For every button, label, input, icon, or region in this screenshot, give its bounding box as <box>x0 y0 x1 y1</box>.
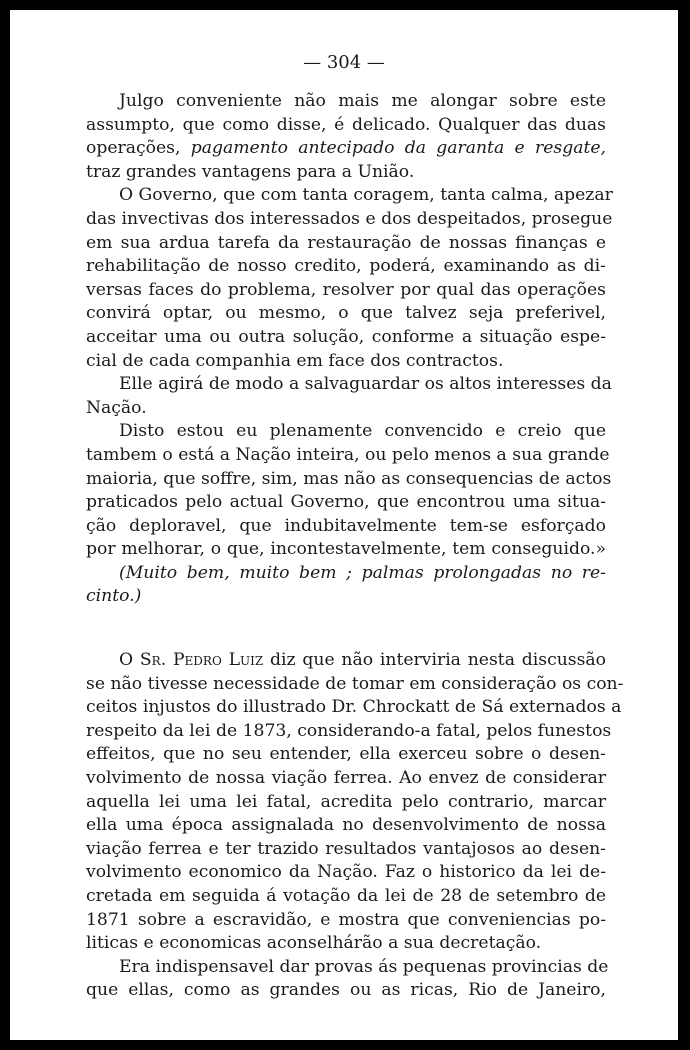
paragraph-7 <box>86 956 609 1003</box>
text-line: Nação. <box>86 397 147 418</box>
text-line: Era indispensavel dar provas ás pequenas provincias de <box>119 956 609 977</box>
text-line: ceitos injustos do illustrado Dr. Chrockatt de Sá externados a <box>86 697 622 718</box>
text-line: versas faces do problema, resolver por qual das operações <box>86 279 606 300</box>
text-line: tambem o está a Nação inteira, ou pelo menos a sua grande <box>86 444 610 465</box>
paragraph-3 <box>86 373 612 420</box>
speaker-name: Pedro Luiz <box>172 650 264 671</box>
text-line: cretada em seguida á votação da lei de 28 de setembro de <box>86 886 606 906</box>
text-line: maioria, que soffre, sim, mas não as consequencias de actos <box>86 468 612 489</box>
text-line: volvimento economico da Nação. Faz o historico da lei de- <box>86 862 606 883</box>
text-line: ção deploravel, que indubitavelmente tem-se esforçado <box>86 515 606 536</box>
text-line: (Muito bem, muito bem ; palmas prolongadas no re- <box>119 562 606 583</box>
text-line: O Governo, que com tanta coragem, tanta calma, apezar <box>119 185 613 206</box>
page-number: — 304 — <box>303 52 385 73</box>
speaker-title: O Sr. <box>119 650 167 671</box>
text-line: se não tivesse necessidade de tomar em consideração os con- <box>86 673 624 694</box>
text-line: praticados pelo actual Governo, que encontrou uma situa- <box>86 492 606 513</box>
text-line: respeito da lei de 1873, considerando-a fatal, pelos funestos <box>86 720 612 741</box>
text-line: por melhorar, o que, incontestavelmente, tem conseguido.» <box>86 539 606 560</box>
book-page <box>10 10 678 1040</box>
section-gap <box>86 609 606 649</box>
text-line: viação ferrea e ter trazido resultados vantajosos ao desen- <box>86 838 606 859</box>
text-line: cinto.) <box>86 586 142 607</box>
text-line: Elle agirá de modo a salvaguardar os altos interesses da <box>119 374 612 395</box>
text-line: effeitos, que no seu entender, ella exerceu sobre o desen- <box>86 744 606 765</box>
text-line: traz grandes vantagens para a União. <box>86 161 415 182</box>
text-line: liticas e economicas aconselhárão a sua decretação. <box>86 933 542 954</box>
text-line: Disto estou eu plenamente convencido e creio que <box>119 421 606 442</box>
paragraph-1 <box>86 90 606 184</box>
text-line: assumpto, que como disse, é delicado. Qualquer das duas <box>86 114 606 135</box>
text-line: das invectivas dos interessados e dos despeitados, prosegue <box>86 208 613 229</box>
text-run: diz que não interviria nesta discussão <box>270 650 607 671</box>
paragraph-6 <box>86 649 624 956</box>
text-line: Julgo conveniente não mais me alongar sobre este <box>119 91 606 111</box>
text-line: acceitar uma ou outra solução, conforme a situação espe- <box>86 326 606 347</box>
text-line: rehabilitação de nosso credito, poderá, examinando as di- <box>86 256 606 277</box>
text-line: em sua ardua tarefa da restauração de nossas finanças e <box>86 232 606 253</box>
text-line <box>86 649 606 673</box>
text-line: aquella lei uma lei fatal, acredita pelo contrario, marcar <box>86 791 606 812</box>
text-line: cial de cada companhia em face dos contractos. <box>86 350 504 371</box>
applause-note <box>86 562 606 609</box>
italic-phrase: pagamento antecipado da garanta e resgate, <box>190 138 606 159</box>
text-run: operações, <box>86 138 191 159</box>
paragraph-2 <box>86 184 613 373</box>
text-line <box>86 137 606 161</box>
text-line: volvimento de nossa viação ferrea. Ao envez de considerar <box>86 768 606 789</box>
text-line: que ellas, como as grandes ou as ricas, Rio de Janeiro, <box>86 980 606 1001</box>
text-line: 1871 sobre a escravidão, e mostra que conveniencias po- <box>86 909 606 930</box>
paragraph-4 <box>86 420 612 562</box>
text-line: ella uma época assignalada no desenvolvimento de nossa <box>86 815 606 836</box>
text-line: convirá optar, ou mesmo, o que talvez seja preferivel, <box>86 303 606 324</box>
body-text <box>86 90 624 1003</box>
